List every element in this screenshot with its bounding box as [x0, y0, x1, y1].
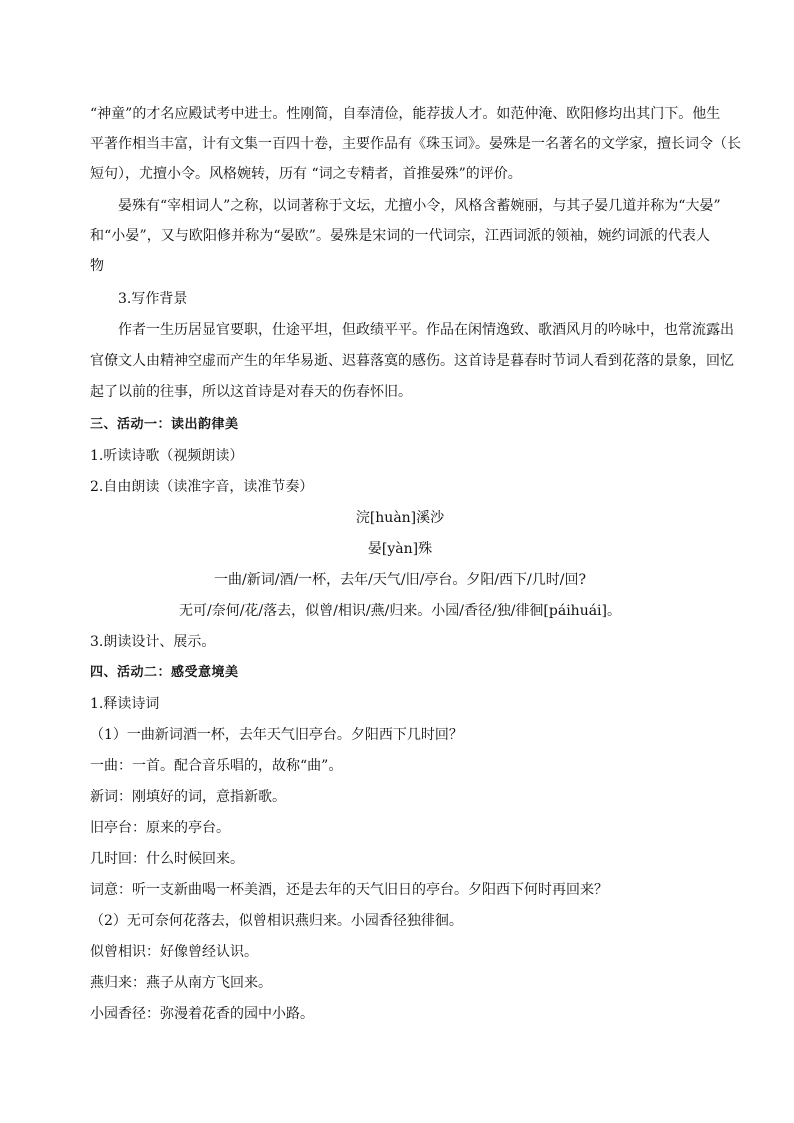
explain-question-2: （2）无可奈何花落去，似曾相识燕归来。小园香径独徘徊。 — [90, 913, 463, 929]
poem-title: 浣[huàn]溪沙 — [355, 510, 445, 526]
heading-activity-1: 三、活动一：读出韵律美 — [90, 417, 239, 432]
para3-line3: 起了以前的往事，所以这首诗是对春天的伤春怀旧。 — [90, 384, 412, 400]
item-3-design: 3.朗读设计、展示。 — [90, 634, 216, 650]
para3-line2: 官僚文人由精神空虚而产生的年华易逝、迟暮落寞的感伤。这首诗是暮春时节词人看到花落的景象，回忆 — [90, 353, 734, 369]
para1-line2: 平著作相当丰富，计有文集一百四十卷，主要作品有《珠玉词》。晏殊是一名著名的文学家，擅长词令（长 — [90, 136, 741, 152]
para2-line3: 物 — [90, 258, 104, 274]
item-explain: 1.释读诗词 — [90, 696, 160, 712]
explain-sicengxiangshi: 似曾相识：好像曾经认识。 — [90, 944, 258, 960]
explain-question-1: （1）一曲新词酒一杯，去年天气旧亭台。夕阳西下几时回？ — [90, 727, 463, 743]
para1-line3: 短句），尤擅小令。风格婉转，历有 “词之专精者，首推晏殊”的评价。 — [90, 166, 522, 182]
poem-author: 晏[yàn]殊 — [367, 541, 433, 557]
heading-activity-2: 四、活动二：感受意境美 — [90, 665, 239, 680]
explain-xinci: 新词：刚填好的词，意指新歌。 — [90, 789, 286, 805]
explain-yiqu: 一曲：一首。配合音乐唱的，故称“曲”。 — [90, 758, 343, 774]
explain-xiaoyuanxiangjing: 小园香径：弥漫着花香的园中小路。 — [90, 1006, 314, 1022]
section-title-writing-background: 3.写作背景 — [118, 291, 188, 307]
explain-meaning: 词意：听一支新曲喝一杯美酒，还是去年的天气旧日的亭台。夕阳西下何时再回来？ — [90, 882, 608, 898]
explain-jiutingtai: 旧亭台：原来的亭台。 — [90, 820, 230, 836]
item-2-read-aloud: 2.自由朗读（读准字音，读准节奏） — [90, 479, 314, 495]
para3-line1: 作者一生历居显官要职，仕途平坦，但政绩平平。作品在闲情逸致、歌酒风月的吟咏中，也常流露出 — [118, 322, 734, 338]
poem-line-1: 一曲/新词/酒/一杯，去年/天气/旧/亭台。夕阳/西下/几时/回? — [214, 572, 586, 588]
item-1-listen: 1.听读诗歌（视频朗读） — [90, 448, 244, 464]
para1-line1: “神童”的才名应殿试考中进士。性刚简，自奉清俭，能荐拔人才。如范仲淹、欧阳修均出其门下。他生 — [90, 106, 721, 122]
poem-line-2: 无可/奈何/花/落去，似曾/相识/燕/归来。小园/香径/独/徘徊[páihuái]。 — [178, 603, 622, 619]
explain-jishihui: 几时回：什么时候回来。 — [90, 851, 244, 867]
explain-yanguilai: 燕归来：燕子从南方飞回来。 — [90, 975, 272, 991]
para2-line1: 晏殊有“宰相词人”之称，以词著称于文坛，尤擅小令，风格含蓄婉丽，与其子晏几道并称为“大晏” — [118, 198, 721, 214]
para2-line2: 和“小晏”，又与欧阳修并称为“晏欧”。晏殊是宋词的一代词宗，江西词派的领袖，婉约词派的代表人 — [90, 228, 710, 244]
